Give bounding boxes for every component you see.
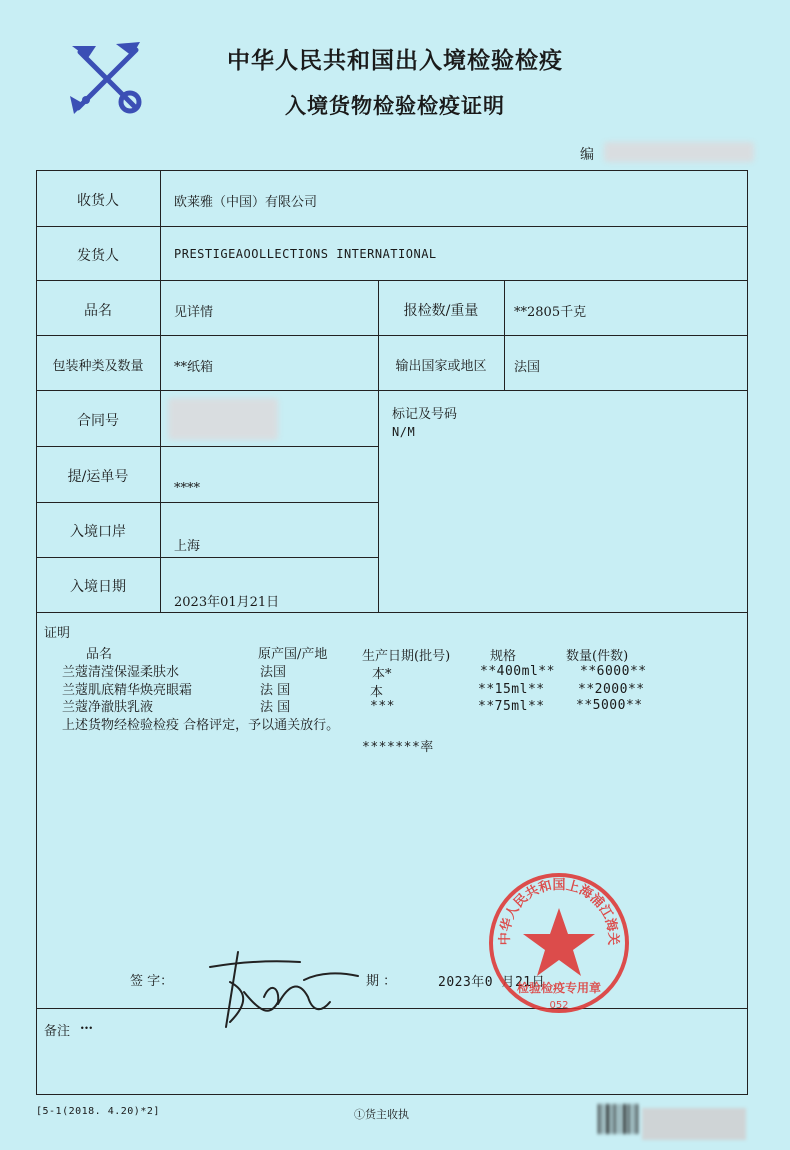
- table-row-spec: **400ml**: [480, 664, 555, 679]
- table-row-name: 兰蔻肌底精华焕亮眼霜: [62, 683, 193, 698]
- goods-name-value: 见详情: [174, 305, 214, 320]
- copy-owner-label: ①货主收执: [354, 1108, 409, 1121]
- export-country-value: 法国: [514, 360, 541, 375]
- seal-arc-text: 中华人民共和国上海浦江海关: [497, 877, 621, 946]
- table-row-spec: **15ml**: [478, 682, 545, 697]
- table-row-batch: 本: [370, 685, 384, 700]
- packing-value: **纸箱: [174, 360, 214, 375]
- consignor-label: 发货人: [77, 248, 119, 264]
- certificate-statement: 上述货物经检验检疫 合格评定，予以通关放行。: [62, 718, 340, 733]
- table-row-batch: 本*: [372, 667, 392, 682]
- column-header-name: 品名: [86, 647, 113, 662]
- remarks-label: 备注: [44, 1024, 71, 1039]
- consignor-value: PRESTIGEAOOLLECTIONS INTERNATIONAL: [174, 247, 437, 261]
- barcode: [596, 1100, 746, 1144]
- column-header-quantity: 数量(件数): [566, 649, 629, 664]
- entry-port-value: 上海: [174, 539, 201, 554]
- certificate-number-label: 编: [580, 147, 594, 163]
- official-seal: [484, 868, 634, 1018]
- table-row-origin: 法 国: [260, 700, 291, 715]
- form-code: [5-1(2018. 4.20)*2]: [36, 1106, 160, 1117]
- contract-label: 合同号: [77, 413, 119, 429]
- handwritten-signature: [200, 942, 360, 1032]
- table-row-quantity: **6000**: [580, 664, 647, 679]
- table-row-origin: 法国: [260, 665, 287, 680]
- redacted-contract-number: [168, 398, 278, 440]
- certificate-section-label: 证明: [44, 626, 71, 641]
- goods-name-label: 品名: [84, 303, 112, 319]
- consignee-label: 收货人: [77, 193, 119, 209]
- sign-date-value: 2023年0 月21日: [438, 975, 546, 990]
- weight-value: **2805千克: [514, 305, 587, 320]
- entry-port-label: 入境口岸: [70, 524, 126, 540]
- bill-of-lading-value: ****: [174, 481, 200, 496]
- table-row-name: 兰蔻净澈肤乳液: [62, 700, 154, 715]
- certificate-stars: *******率: [362, 740, 434, 755]
- entry-date-value: 2023年01月21日: [174, 595, 280, 610]
- table-row-batch: ***: [370, 699, 395, 714]
- bill-of-lading-label: 提/运单号: [67, 469, 129, 485]
- signature-label: 签 字：: [130, 974, 174, 989]
- marks-label: 标记及号码: [392, 407, 458, 422]
- remarks-value: …: [80, 1018, 93, 1033]
- weight-label: 报检数/重量: [403, 303, 479, 319]
- table-row-name: 兰蔻清滢保湿柔肤水: [62, 665, 180, 680]
- document-title: 中华人民共和国出入境检验检疫: [227, 48, 563, 74]
- table-row-quantity: **5000**: [576, 698, 643, 713]
- seal-subtext: 检验检疫专用章: [516, 981, 602, 995]
- column-header-spec: 规格: [490, 649, 517, 664]
- packing-label: 包装种类及数量: [52, 359, 144, 374]
- table-row-origin: 法 国: [260, 683, 291, 698]
- document-subtitle: 入境货物检验检疫证明: [285, 94, 505, 118]
- table-row-quantity: **2000**: [578, 682, 645, 697]
- marks-value: N/M: [392, 425, 416, 439]
- seal-number: 052: [549, 1000, 569, 1011]
- redacted-certificate-number: [604, 142, 754, 162]
- entry-date-label: 入境日期: [70, 579, 126, 595]
- sign-date-label: 期 ：: [366, 974, 397, 989]
- consignee-value: 欧莱雅（中国）有限公司: [174, 195, 318, 210]
- column-header-origin: 原产国/产地: [258, 647, 328, 662]
- column-header-production-date: 生产日期(批号): [362, 649, 451, 664]
- export-country-label: 输出国家或地区: [395, 359, 487, 374]
- table-row-spec: **75ml**: [478, 699, 545, 714]
